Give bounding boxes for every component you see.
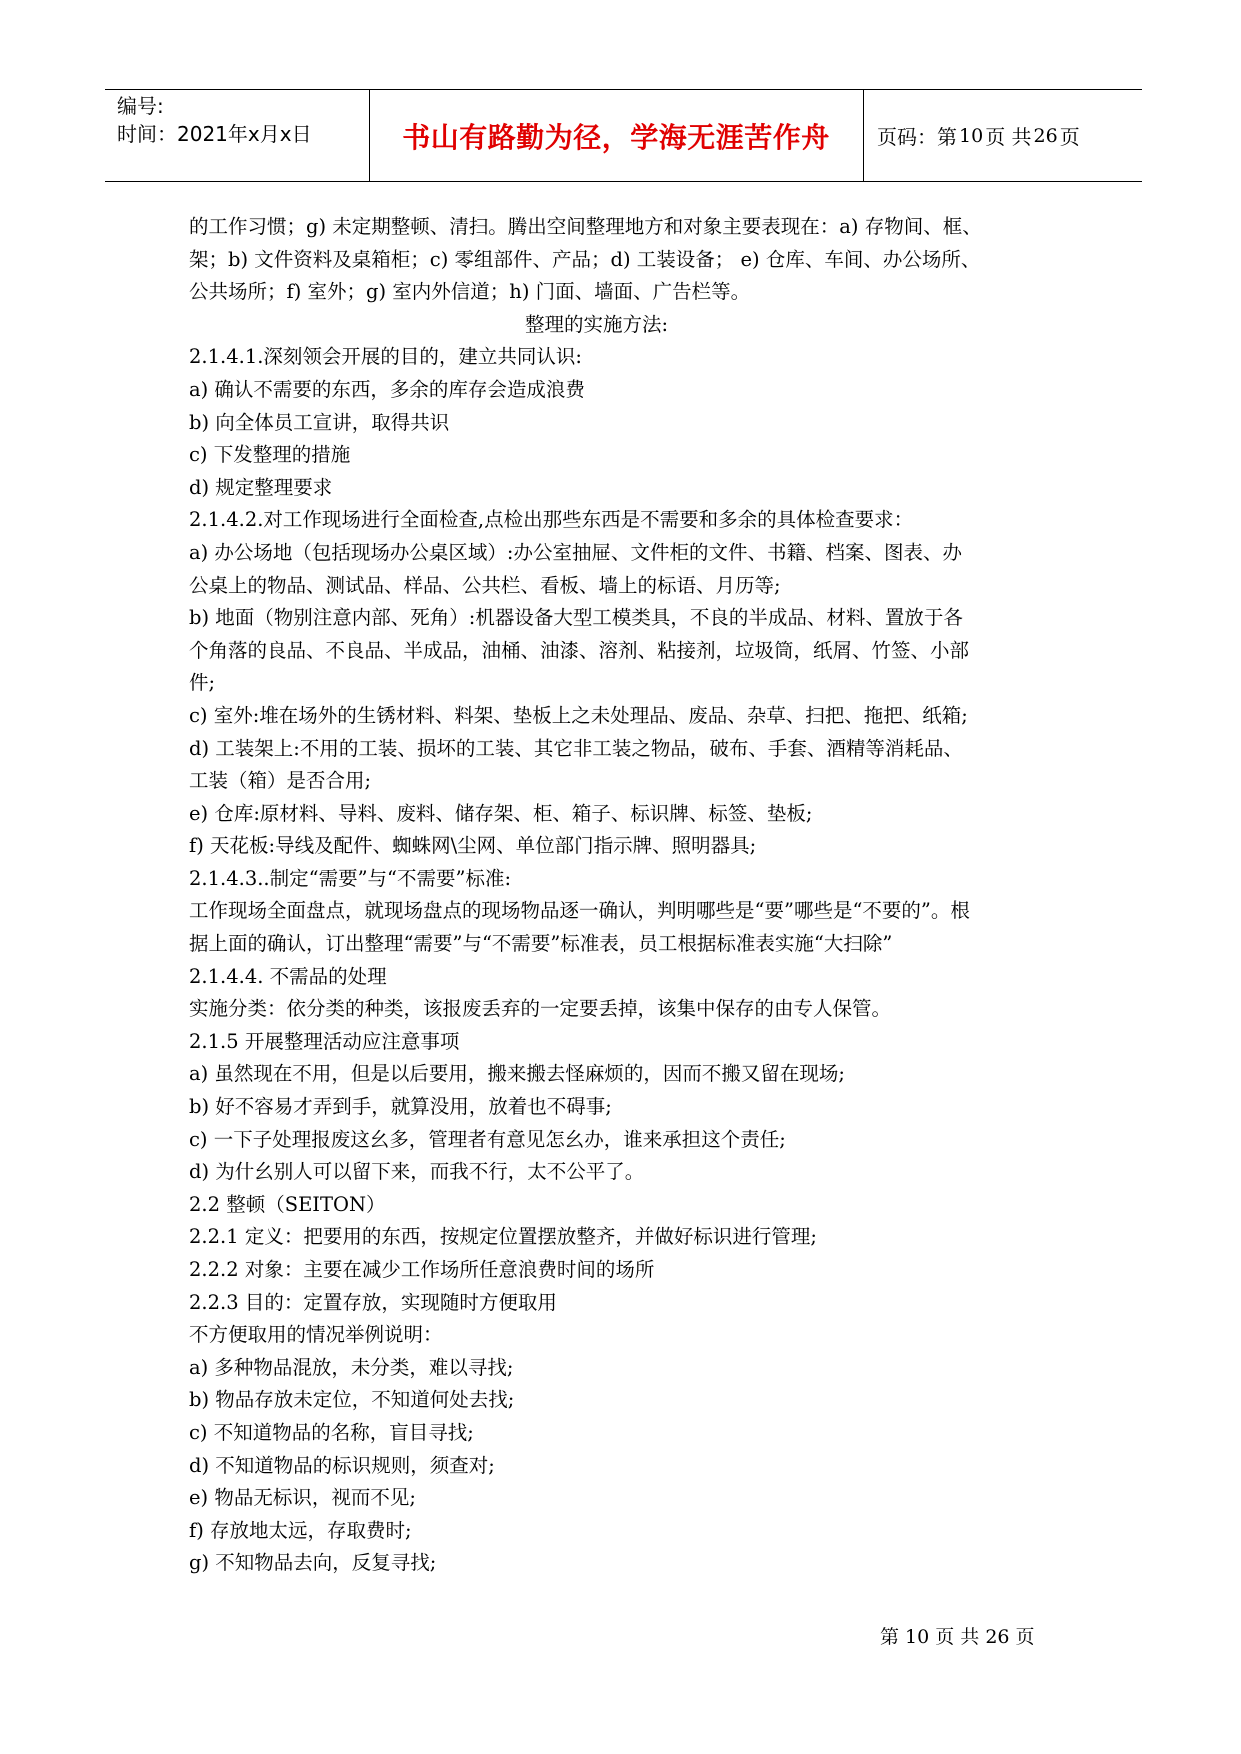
section-heading: 整理的实施方法: [524,312,669,336]
text-line: b) 好不容易才弄到手，就算没用，放着也不碍事; [189,1095,612,1119]
document-body [189,211,1064,1580]
header-divider [863,90,864,181]
text-line: f) 天花板:导线及配件、蜘蛛网\尘网、单位部门指示牌、照明器具; [189,834,757,858]
text-line: 实施分类：依分类的种类，该报废丢弃的一定要丢掉，该集中保存的由专人保管。 [189,997,892,1021]
text-line: 2.2.2 对象：主要在减少工作场所任意浪费时间的场所 [189,1258,655,1281]
page-mid: 页 共 [985,125,1032,149]
text-line: 2.1.5 开展整理活动应注意事项 [189,1029,460,1053]
text-line: 2.1.4.1.深刻领会开展的目的，建立共同认识: [189,345,582,369]
page-current: 10 [959,124,984,147]
text-line: c) 不知道物品的名称，盲目寻找; [189,1420,474,1444]
text-line: c) 室外:堆在场外的生锈材料、料架、垫板上之未处理品、废品、杂草、扫把、拖把、纸箱; [189,703,968,727]
text-line: 架；b) 文件资料及桌箱柜；c) 零组部件、产品；d) 工装设备； e) 仓库、车间、办公场所、 [189,247,981,271]
page-footer: 第 10 页 共 26 页 [880,1626,1035,1648]
text-line: 2.2 整顿（SEITON） [189,1192,386,1216]
page-suffix: 页 [1059,125,1080,149]
text-line: f) 存放地太远，存取费时; [189,1518,412,1542]
text-line: c) 一下子处理报废这幺多，管理者有意见怎幺办，谁来承担这个责任; [189,1127,786,1151]
text-line: d) 工装架上:不用的工装、损坏的工装、其它非工装之物品，破布、手套、酒精等消耗品、 [189,736,963,760]
text-line: 2.2.1 定义：把要用的东西，按规定位置摆放整齐，并做好标识进行管理; [189,1225,817,1249]
text-line: a) 确认不需要的东西，多余的库存会造成浪费 [189,377,585,401]
text-line: 据上面的确认，订出整理“需要”与“不需要”标准表，员工根据标准表实施“大扫除” [189,932,893,956]
text-line: 个角落的良品、不良品、半成品，油桶、油漆、溶剂、粘接剂，垃圾筒，纸屑、竹签、小部 [189,638,970,662]
text-line: e) 物品无标识，视而不见; [189,1486,416,1510]
text-line: b) 向全体员工宣讲，取得共识 [189,410,450,434]
text-line: 2.1.4.2.对工作现场进行全面检查,点检出那些东西是不需要和多余的具体检查要求： [189,508,914,532]
text-line: d) 为什幺别人可以留下来，而我不行，太不公平了。 [189,1160,645,1184]
header-divider [369,90,370,181]
text-line: 工作现场全面盘点，就现场盘点的现场物品逐一确认，判明哪些是“要”哪些是“不要的”。根 [189,899,970,923]
text-line: a) 办公场地（包括现场办公桌区域）:办公室抽屉、文件柜的文件、书籍、档案、图表、办 [189,540,963,564]
header-page-indicator [877,90,1080,181]
text-line: 公桌上的物品、测试品、样品、公共栏、看板、墙上的标语、月历等; [189,573,781,597]
text-line: b) 地面（物别注意内部、死角）:机器设备大型工模类具，不良的半成品、材料、置放于各 [189,606,963,630]
text-line: 2.2.3 目的：定置存放，实现随时方便取用 [189,1290,557,1314]
text-line: c) 下发整理的措施 [189,443,351,467]
text-line: b) 物品存放未定位，不知道何处去找; [189,1388,515,1412]
page-total: 26 [1033,124,1058,147]
text-line: g) 不知物品去向，反复寻找; [189,1551,437,1575]
text-line: 工装（箱）是否合用; [189,769,372,793]
text-line: 不方便取用的情况举例说明： [189,1323,443,1347]
text-line: 公共场所；f) 室外；g) 室内外信道；h) 门面、墙面、广告栏等。 [189,280,751,304]
text-line: 2.1.4.4. 不需品的处理 [189,964,387,988]
text-line: d) 不知道物品的标识规则，须查对; [189,1453,495,1477]
text-line: e) 仓库:原材料、导料、废料、储存架、柜、箱子、标识牌、标签、垫板; [189,801,813,825]
text-line: d) 规定整理要求 [189,475,333,499]
text-line: a) 虽然现在不用，但是以后要用，搬来搬去怪麻烦的，因而不搬又留在现场; [189,1062,846,1086]
text-line: a) 多种物品混放，未分类，难以寻找; [189,1355,514,1379]
text-line: 2.1.4.3..制定“需要”与“不需要”标准: [189,866,512,890]
document-number-label: 编号: [117,94,164,118]
header-motto: 书山有路勤为径，学海无涯苦作舟 [402,120,830,154]
page-prefix: 页码：第 [877,125,957,149]
text-line: 件; [189,671,216,695]
text-line: 的工作习惯；g) 未定期整顿、清扫。腾出空间整理地方和对象主要表现在：a) 存物间、框、 [189,215,982,238]
document-time: 时间：2021年x月x日 [117,122,312,146]
page-header [105,89,1142,182]
